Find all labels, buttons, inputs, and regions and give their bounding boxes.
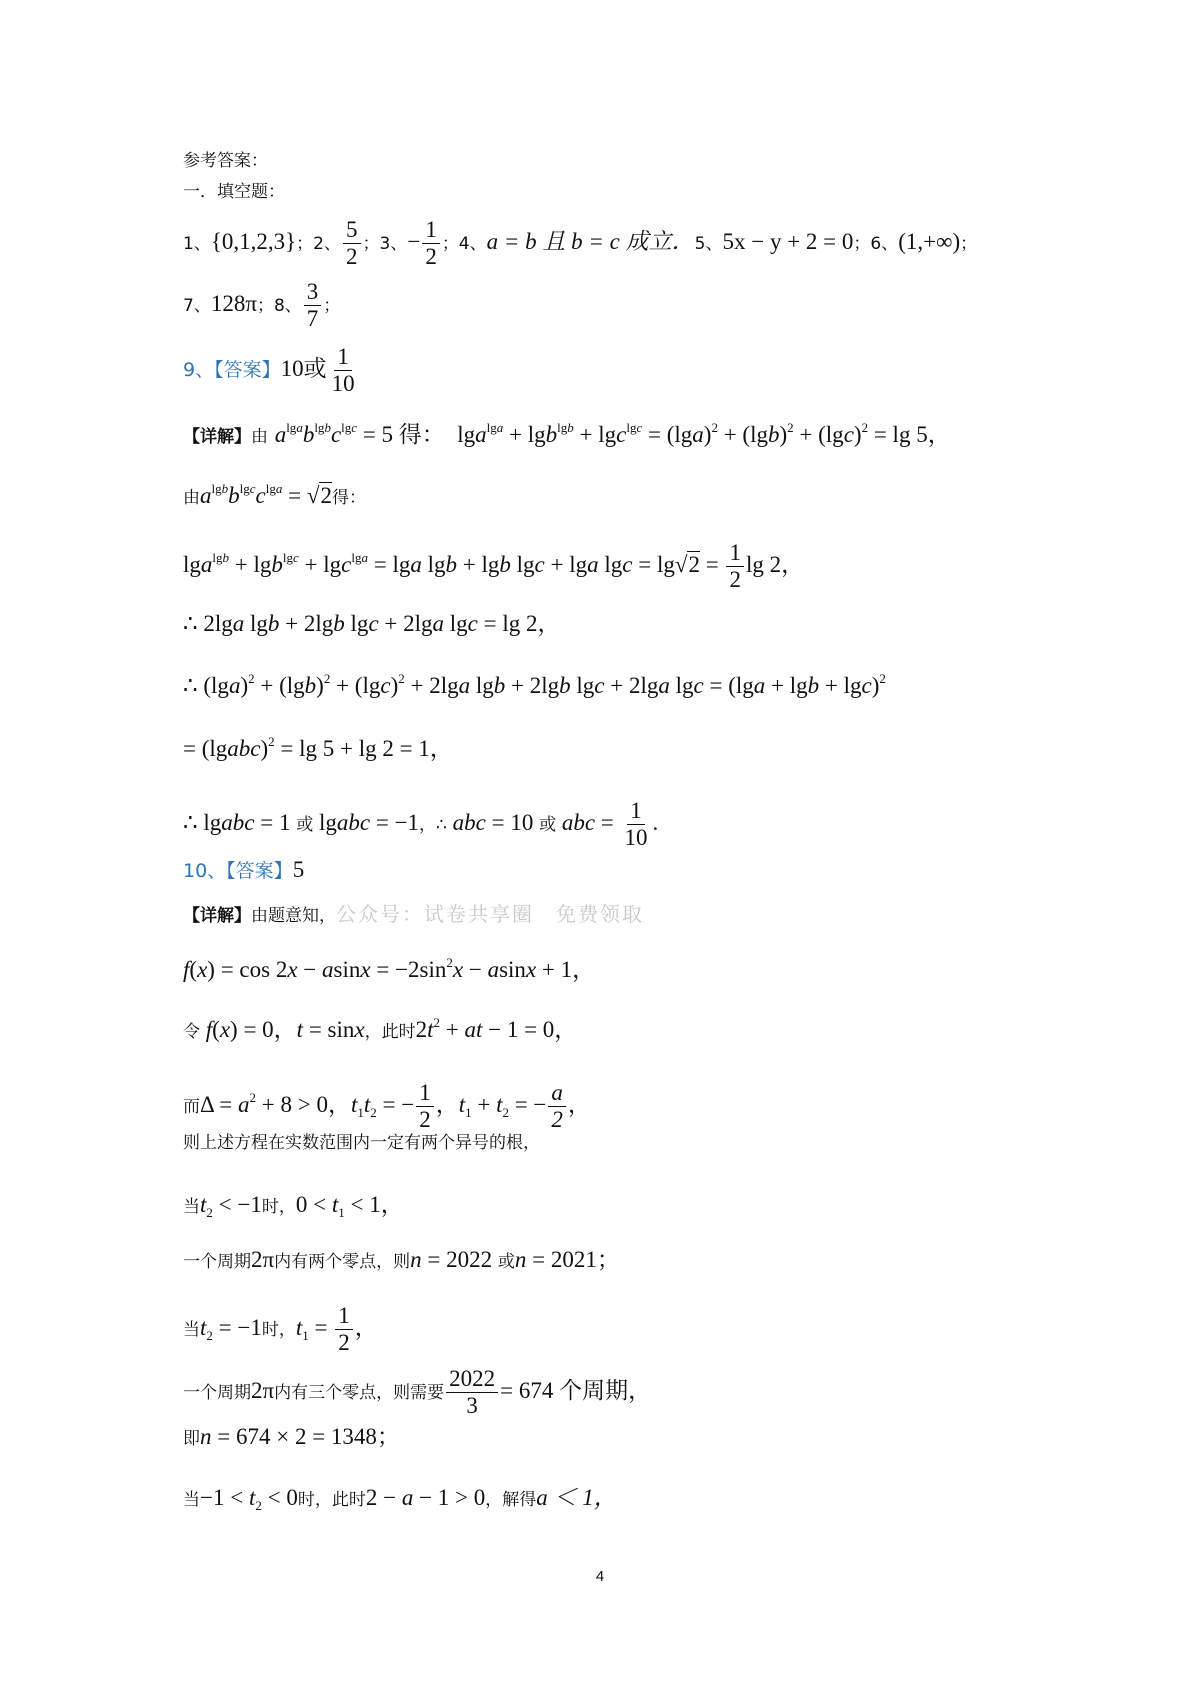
answer-5: 5x − y + 2 = 0	[722, 229, 854, 255]
q10-detail-line-4: 而$\Delta = a^2 + 8 > 0$，$t_1t_2$ = − $\frac{1}{2}$ ，$t_1 + t_2$ = − $\frac{a}{2}$ ，	[183, 1080, 591, 1133]
answer-4: a = b 且 b = c 成立．	[486, 229, 695, 255]
answers-line-2: 7、128π；8、 $\frac{3}{7}$ ；	[183, 279, 341, 332]
q9-answer-label: 9、【答案】	[183, 359, 281, 382]
answer-1: {0,1,2,3}	[210, 229, 297, 255]
q10-detail-line-9: 一个周期2π内有三个零点，则需要 $\frac{2022}{3}$ = 674 个周期，	[183, 1366, 652, 1419]
q9-detail-line-3: lga$^{lgb}$ + lgb$^{lgc}$ + lgc$^{lga}$ = lga lgb + lgb lgc + lga lgc = lg√2 = $\frac{1}{2}$ lg 2，	[183, 540, 805, 593]
q9-detail-line-4: ∴ 2lga lgb + 2lgb lgc + 2lga lgc = lg 2，	[183, 611, 561, 636]
q10-detail-line-1: 【详解】由题意知，公众号：试卷共享圈 免费领取	[183, 902, 644, 926]
q9-detail-line-6: = (lgabc)$^2$ = lg 5 + lg 2 = 1，	[183, 734, 453, 761]
watermark: 公众号：试卷共享圈 免费领取	[336, 902, 644, 926]
answer-8: $\frac{3}{7}$	[304, 280, 322, 331]
answers-line-1: 1、{0,1,2,3}；2、 $\frac{5}{2}$ ；3、− $\frac{1}{2}$ ；4、a = b 且 b = c 成立．5、5x − y + 2 = 0；6、(1,+∞)；	[183, 217, 978, 270]
q9-answer: 9、【答案】10或 $\frac{1}{10}$	[183, 344, 355, 397]
answer-2: $\frac{5}{2}$	[343, 218, 361, 269]
q10-detail-line-7: 一个周期2π内有两个零点，则n = 2022 或n = 2021；	[183, 1247, 620, 1272]
q10-detail-line-8: 当$t_2 = -1$时，$t_1$ = $\frac{1}{2}$ ，	[183, 1303, 378, 1356]
section-fill-in-blank: 一．填空题：	[183, 182, 285, 202]
q9-detail-line-1: 【详解】由 $a^{lga}b^{lgb}c^{lgc} = 5$ 得： $\lg a^{lga} + \lg b^{lgb} + \lg c^{lgc} = (\lg a)^2 + (\lg b)^2 + (\lg c)^2 = \lg 5$，	[183, 420, 951, 447]
q10-detail-line-5: 则上述方程在实数范围内一定有两个异号的根，	[183, 1133, 540, 1153]
answer-3: $\frac{1}{2}$	[422, 218, 440, 269]
q10-detail-line-6: 当$t_2 < -1$时，$0 < t_1 < 1$，	[183, 1192, 404, 1220]
q9-detail-line-5: ∴ $(\lg a)^2 + (\lg b)^2 + (\lg c)^2 + 2\lg a$ lgb + 2lgb lgc + 2lga $\lg c = (\lg a + \lg b + \lg c)^2$	[183, 671, 886, 698]
q10-detail-line-10: 即n = 674 × 2 = 1348；	[183, 1424, 400, 1449]
q10-detail-line-2: $f(x) = \cos 2x - asinx = -2\sin^2x - asinx + 1$，	[183, 955, 596, 982]
q9-detail-line-7: ∴ lgabc = 1 或 lgabc = −1，∴ abc = 10 或 abc = $\frac{1}{10}$ .	[183, 798, 659, 851]
q10-answer: 10、【答案】5	[183, 857, 305, 882]
q10-detail-line-3: 令 f(x) = 0，t = sinx，此时$2t^2$ + at − 1 = 0，	[183, 1015, 578, 1042]
q9-detail-line-2: 由$a^{lgb}b^{lgc}c^{lga} = √2$得：	[183, 481, 366, 508]
q10-answer-label: 10、【答案】	[183, 860, 293, 882]
answer-6: (1,+∞)	[898, 229, 961, 255]
q10-detail-line-11: 当$-1 < t_2 < 0$时，此时2 − a − 1 > 0，解得a ＜ 1，	[183, 1485, 617, 1513]
answer-key-title: 参考答案：	[183, 151, 268, 171]
answer-7: 128π	[210, 291, 257, 317]
page-number: 4	[595, 1568, 605, 1585]
